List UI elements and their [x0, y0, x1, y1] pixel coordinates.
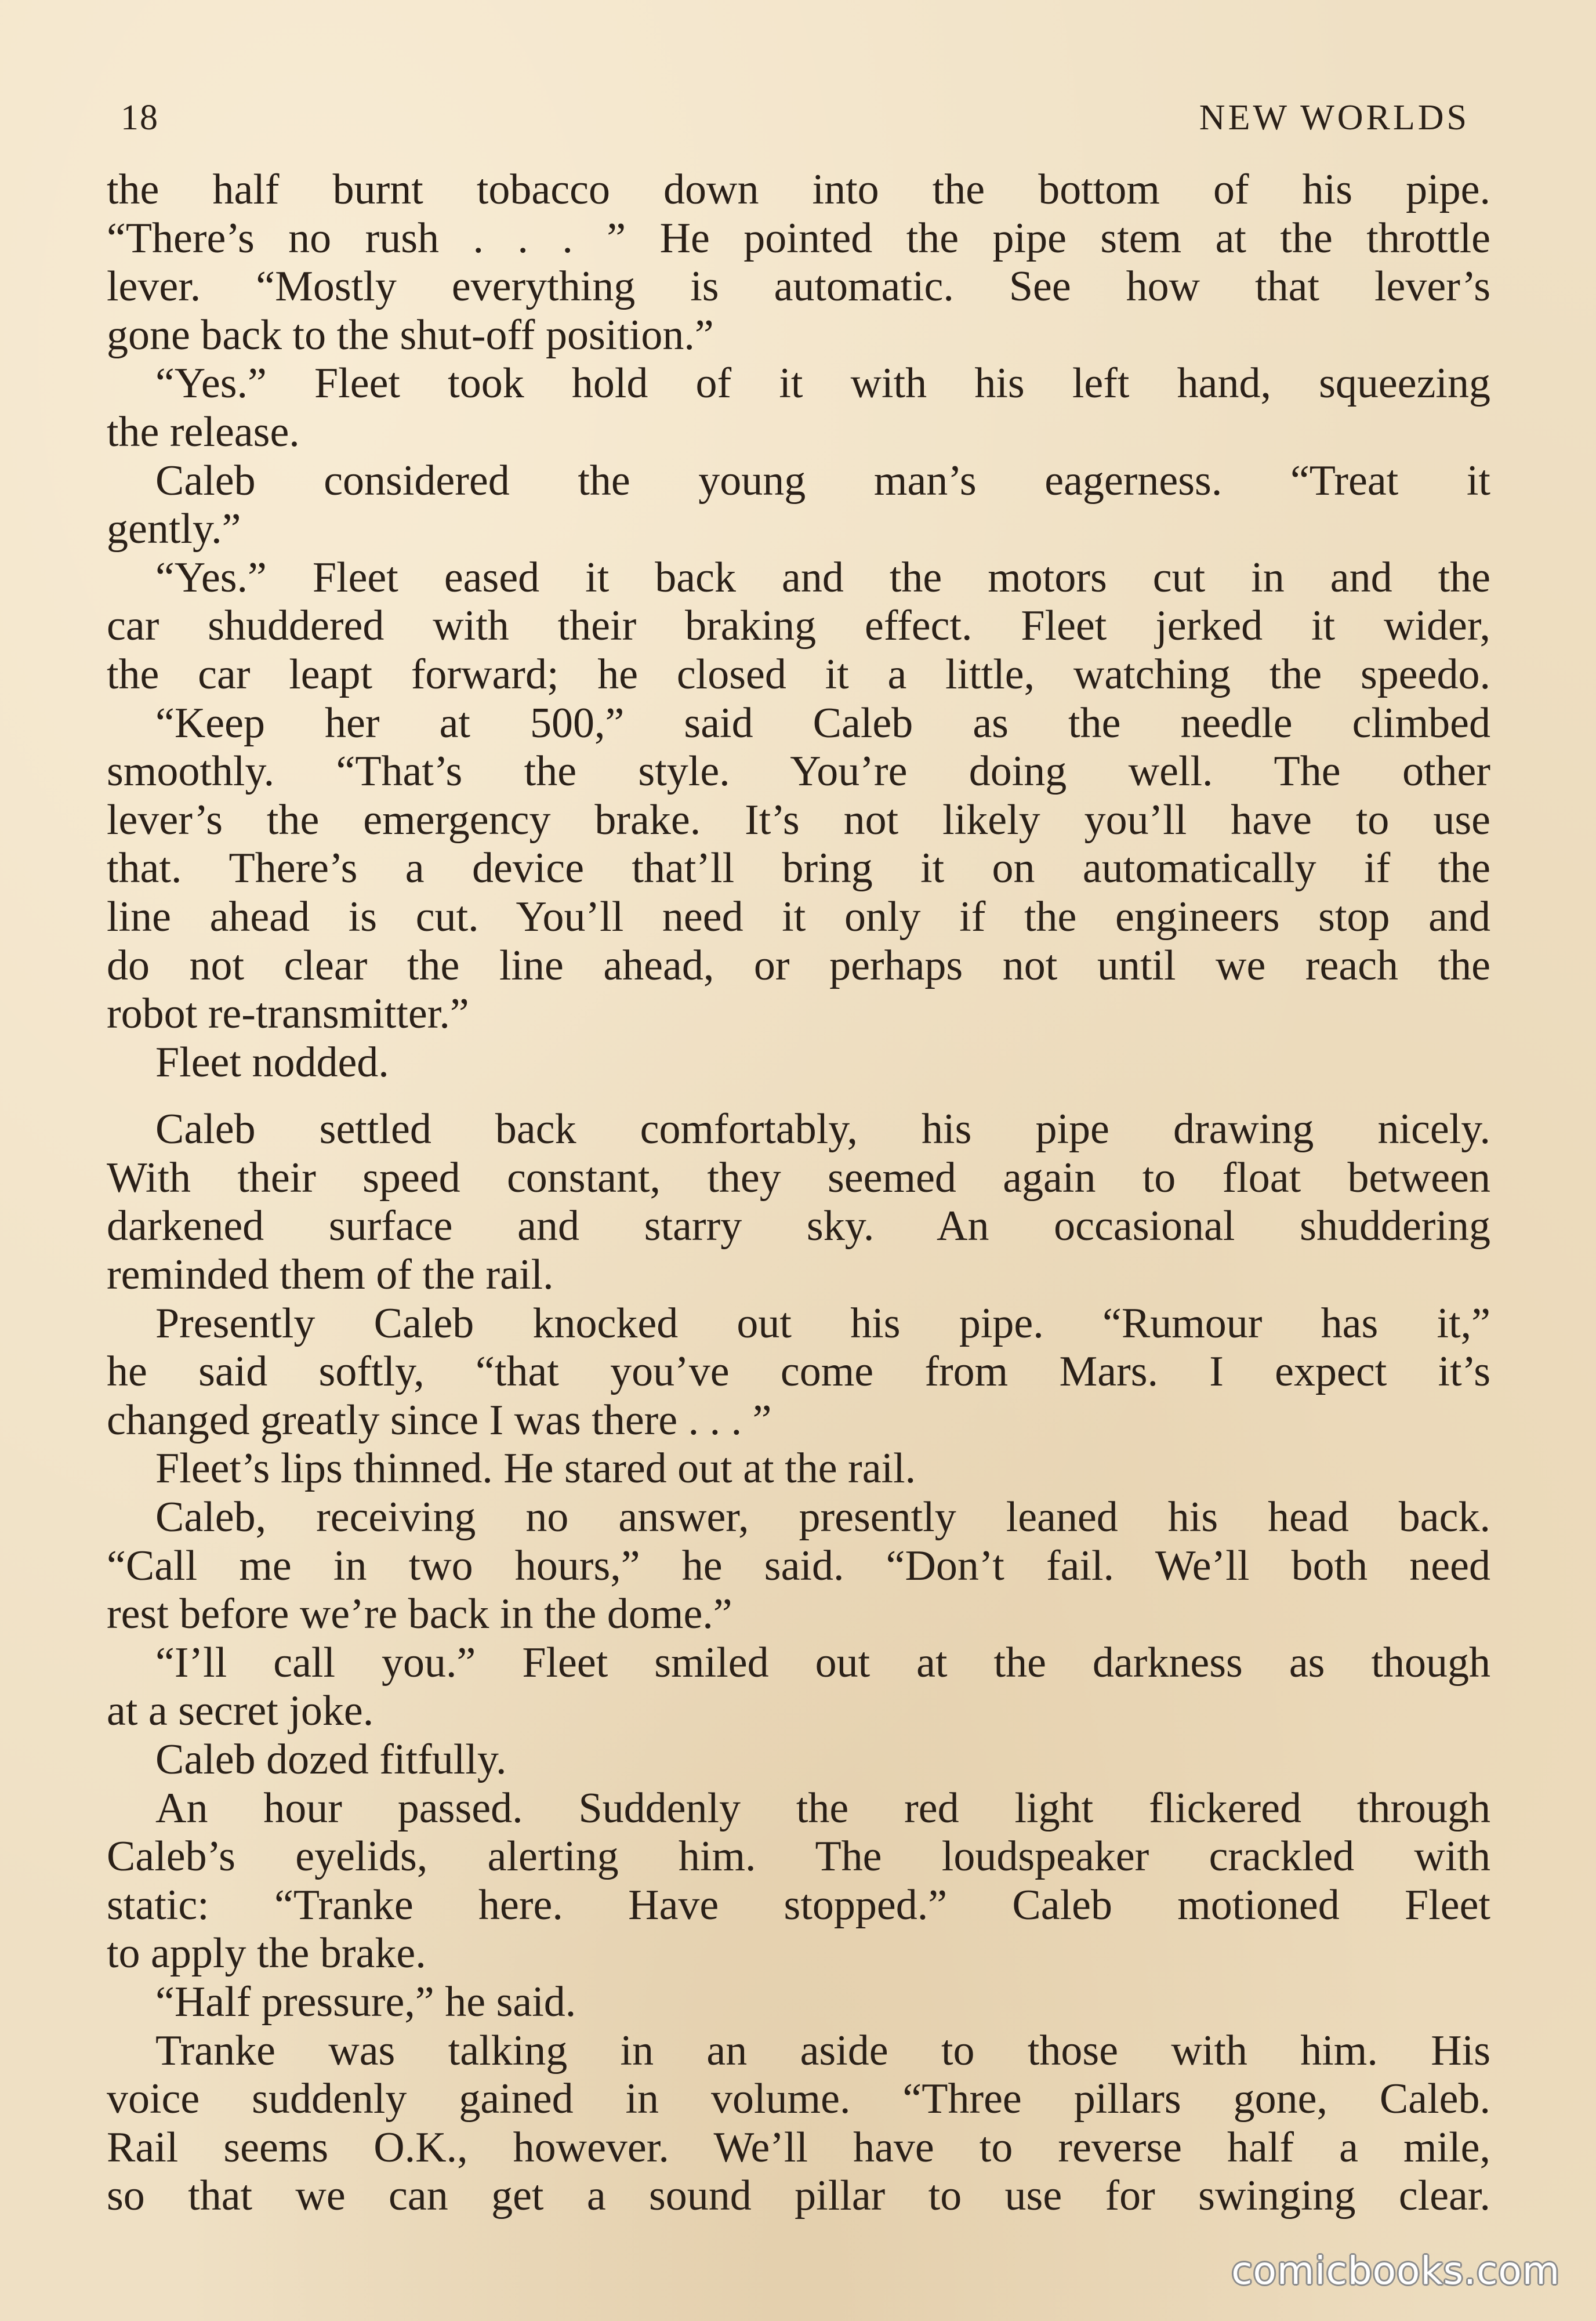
text-line: Fleet’s lips thinned. He stared out at the rail. — [155, 1445, 916, 1493]
text-line: “Yes.” Fleet eased it back and the motors cut in and the — [155, 553, 1490, 601]
text-line: robot re-transmitter.” — [107, 990, 469, 1038]
text-line: at a secret joke. — [107, 1687, 374, 1735]
section-break — [107, 1087, 1490, 1105]
text-line: the half burnt tobacco down into the bottom of his pipe. — [107, 166, 1490, 213]
text-line: darkened surface and starry sky. An occasional shuddering — [107, 1202, 1490, 1250]
text-line: Rail seems O.K., however. We’ll have to reverse half a mile, — [107, 2123, 1490, 2171]
page-number: 18 — [121, 98, 159, 137]
text-line: Fleet nodded. — [155, 1038, 389, 1086]
text-line: to apply the brake. — [107, 1930, 426, 1978]
text-line: changed greatly since I was there . . . ” — [107, 1396, 772, 1444]
story-text — [107, 166, 1490, 2221]
text-line: “I’ll call you.” Fleet smiled out at the darkness as though — [155, 1638, 1490, 1687]
text-line: so that we can get a sound pillar to use for swinging clear. — [107, 2172, 1490, 2220]
running-head — [108, 97, 1470, 144]
text-line: that. There’s a device that’ll bring it on automatically if the — [107, 844, 1490, 893]
text-line: the release. — [107, 408, 300, 456]
text-line: line ahead is cut. You’ll need it only if the engineers stop and — [107, 893, 1490, 941]
text-line: With their speed constant, they seemed again to float between — [107, 1154, 1490, 1202]
text-line: “Yes.” Fleet took hold of it with his left hand, squeezing — [155, 360, 1490, 408]
text-line: Caleb considered the young man’s eagerness. “Treat it — [155, 456, 1490, 505]
watermark-logo: comicbooks.com — [1231, 2249, 1560, 2293]
text-line: the car leapt forward; he closed it a little, watching the speedo. — [107, 650, 1490, 698]
text-line: “Half pressure,” he said. — [155, 1978, 576, 2026]
text-line: lever. “Mostly everything is automatic. See how that lever’s — [107, 263, 1490, 311]
text-line: “Call me in two hours,” he said. “Don’t fail. We’ll both need — [107, 1542, 1490, 1590]
text-line: car shuddered with their braking effect. Fleet jerked it wider, — [107, 602, 1490, 650]
text-line: Caleb settled back comfortably, his pipe drawing nicely. — [155, 1105, 1490, 1154]
text-line: voice suddenly gained in volume. “Three pillars gone, Caleb. — [107, 2075, 1490, 2123]
text-line: An hour passed. Suddenly the red light flickered through — [155, 1784, 1490, 1832]
text-line: do not clear the line ahead, or perhaps not until we reach the — [107, 941, 1490, 989]
text-line: reminded them of the rail. — [107, 1251, 554, 1299]
text-line: Caleb, receiving no answer, presently leaned his head back. — [155, 1493, 1490, 1542]
text-line: “There’s no rush . . . ” He pointed the pipe stem at the throttle — [107, 214, 1490, 262]
text-line: gently.” — [107, 505, 241, 553]
text-line: Caleb’s eyelids, alerting him. The loudspeaker crackled with — [107, 1833, 1490, 1881]
text-line: Tranke was talking in an aside to those with him. His — [155, 2026, 1490, 2075]
text-line: static: “Tranke here. Have stopped.” Caleb motioned Fleet — [107, 1881, 1490, 1929]
journal-title: NEW WORLDS — [1199, 98, 1470, 137]
text-line: lever’s the emergency brake. It’s not likely you’ll have to use — [107, 796, 1490, 844]
text-line: smoothly. “That’s the style. You’re doing well. The other — [107, 748, 1490, 796]
text-line: “Keep her at 500,” said Caleb as the needle climbed — [155, 699, 1490, 747]
text-line: gone back to the shut-off position.” — [107, 311, 714, 359]
text-line: Presently Caleb knocked out his pipe. “Rumour has it,” — [155, 1299, 1490, 1347]
text-line: he said softly, “that you’ve come from Mars. I expect it’s — [107, 1348, 1490, 1396]
text-line: rest before we’re back in the dome.” — [107, 1590, 732, 1638]
text-line: Caleb dozed fitfully. — [155, 1736, 507, 1783]
